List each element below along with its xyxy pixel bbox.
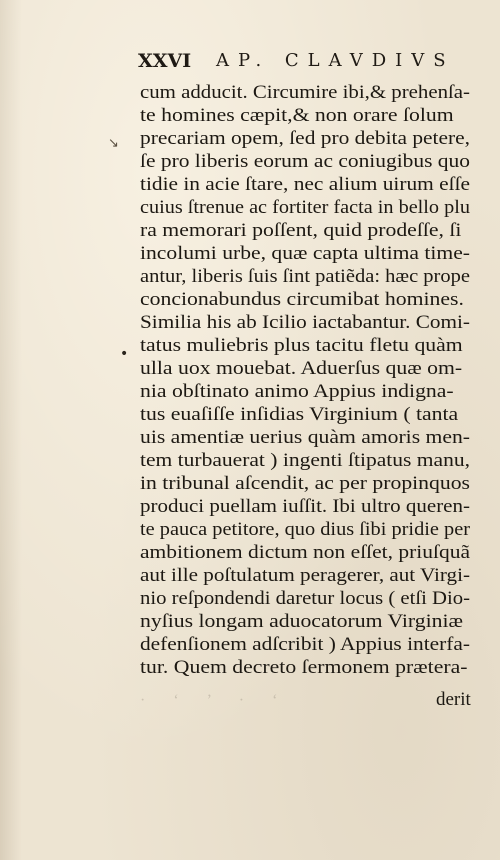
text-line — [140, 81, 470, 104]
text-line-content: te homines cæpit,& non orare ſolum — [140, 105, 454, 126]
text-line-content: cuius ſtrenue ac fortiter facta in bello plu — [140, 197, 470, 218]
text-line-content: uis amentiæ uerius quàm amoris men- — [140, 427, 471, 448]
text-line — [140, 633, 470, 656]
margin-pointer-mark: ↘ — [108, 136, 119, 151]
text-line — [140, 564, 470, 587]
text-line — [140, 587, 470, 610]
text-line — [140, 288, 470, 311]
text-line-content: in tribunal aſcendit, ac per propinquos — [140, 473, 471, 494]
running-title: AP. CLAVDIVS — [216, 50, 455, 71]
text-line-content: cum adducit. Circumire ibi,& prehenſa- — [140, 82, 471, 103]
text-line — [140, 265, 470, 288]
body-text — [140, 81, 470, 679]
text-line — [140, 150, 470, 173]
text-line — [140, 518, 470, 541]
margin-dot-mark: • — [120, 346, 129, 362]
text-line-content: aut ille poſtulatum peragerer, aut Virgi- — [140, 565, 470, 586]
text-line — [140, 403, 470, 426]
text-line-content: tem turbauerat ) ingenti ſtipatus manu, — [140, 450, 471, 471]
text-line-content: antur, liberis ſuis ſint patiẽda: hæc prope — [140, 266, 470, 287]
text-line-content: ra memorari poſſent, quid prodeſſe, ſi — [140, 220, 462, 241]
text-line — [140, 196, 470, 219]
text-line — [140, 104, 470, 127]
text-line — [140, 127, 470, 150]
text-line-content: ulla uox mouebat. Aduerſus quæ om- — [140, 358, 463, 379]
text-line — [140, 380, 470, 403]
text-line-content: te pauca petitore, quo dius ſibi pridie per — [140, 519, 471, 540]
text-line — [140, 495, 470, 518]
text-line-content: tidie in acie ſtare, nec alium uirum eſſe — [140, 174, 471, 195]
text-line-content: concionabundus circumibat homines. — [140, 289, 464, 310]
text-line — [140, 173, 470, 196]
text-line-content: produci puellam iuſſit. Ibi ultro queren- — [140, 496, 471, 517]
text-line-content: incolumi urbe, quæ capta ultima time- — [140, 243, 470, 264]
text-line-content: tus euaſiſſe inſidias Virginium ( tanta — [140, 404, 459, 425]
text-line-content: tur. Quem decreto ſermonem prætera- — [140, 657, 468, 678]
catchword: derit — [436, 689, 471, 710]
text-line-content: tatus muliebris plus tacitu fletu quàm — [140, 335, 463, 356]
text-line — [140, 656, 470, 679]
text-line — [140, 357, 470, 380]
text-line-content: nyſius longam aduocatorum Virginiæ — [140, 611, 464, 632]
text-line — [140, 449, 470, 472]
page-header — [138, 50, 468, 76]
text-line — [140, 426, 470, 449]
text-line-content: nio reſpondendi daretur locus ( etſi Dio- — [140, 588, 470, 609]
text-line-content: Similia his ab Icilio iactabantur. Comi- — [140, 312, 470, 333]
text-line — [140, 610, 470, 633]
text-line-content: ambitionem dictum non eſſet, priuſquã — [140, 542, 471, 563]
text-line — [140, 311, 470, 334]
text-line — [140, 219, 470, 242]
page-folio: XXVI — [138, 50, 192, 72]
text-line-content: precariam opem, ſed pro debita petere, — [140, 128, 470, 149]
text-line — [140, 472, 470, 495]
text-line — [140, 334, 470, 357]
text-line — [140, 242, 470, 265]
text-line-content: nia obſtinato animo Appius indigna- — [140, 381, 454, 402]
text-line — [140, 541, 470, 564]
show-through-bleed: · ‘ ’ · ‘ — [140, 692, 290, 709]
text-line-content: defenſionem adſcribit ) Appius interfa- — [140, 634, 470, 655]
text-line-content: ſe pro liberis eorum ac coniugibus quo — [140, 151, 470, 172]
